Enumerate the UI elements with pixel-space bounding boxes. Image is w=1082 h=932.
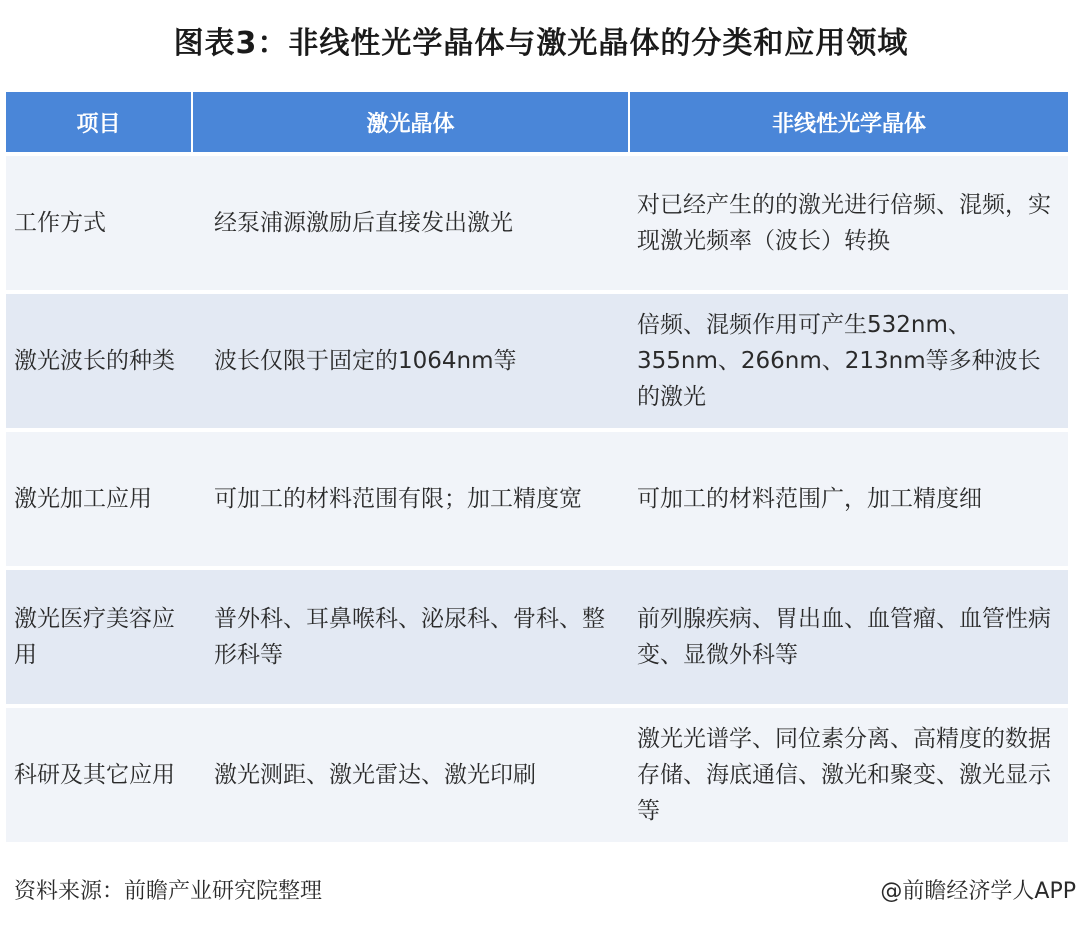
header-item: 项目 [6,92,192,154]
table-row [6,292,1068,430]
header-nonlinear-crystal: 非线性光学晶体 [629,92,1068,154]
comparison-table-container [6,92,1068,842]
table-row [6,154,1068,292]
row-item: 科研及其它应用 [6,706,192,842]
row-nonlinear: 对已经产生的的激光进行倍频、混频，实现激光频率（波长）转换 [629,154,1068,292]
page-title: 图表3：非线性光学晶体与激光晶体的分类和应用领域 [173,26,909,61]
row-laser: 波长仅限于固定的1064nm等 [192,292,629,430]
row-laser: 激光测距、激光雷达、激光印刷 [192,706,629,842]
row-item: 工作方式 [6,154,192,292]
row-item: 激光加工应用 [6,430,192,568]
credit-note: @前瞻经济学人APP [880,879,1076,904]
table-row [6,568,1068,706]
row-nonlinear: 激光光谱学、同位素分离、高精度的数据存储、海底通信、激光和聚变、激光显示等 [629,706,1068,842]
comparison-table [6,92,1068,842]
table-row [6,430,1068,568]
row-item: 激光波长的种类 [6,292,192,430]
header-laser-crystal: 激光晶体 [192,92,629,154]
source-note: 资料来源：前瞻产业研究院整理 [14,879,323,904]
row-laser: 经泵浦源激励后直接发出激光 [192,154,629,292]
table-header-row [6,92,1068,154]
row-laser: 可加工的材料范围有限；加工精度宽 [192,430,629,568]
row-nonlinear: 可加工的材料范围广，加工精度细 [629,430,1068,568]
row-item: 激光医疗美容应用 [6,568,192,706]
row-laser: 普外科、耳鼻喉科、泌尿科、骨科、整形科等 [192,568,629,706]
row-nonlinear: 前列腺疾病、胃出血、血管瘤、血管性病变、显微外科等 [629,568,1068,706]
table-row [6,706,1068,842]
row-nonlinear: 倍频、混频作用可产生532nm、355nm、266nm、213nm等多种波长的激光 [629,292,1068,430]
